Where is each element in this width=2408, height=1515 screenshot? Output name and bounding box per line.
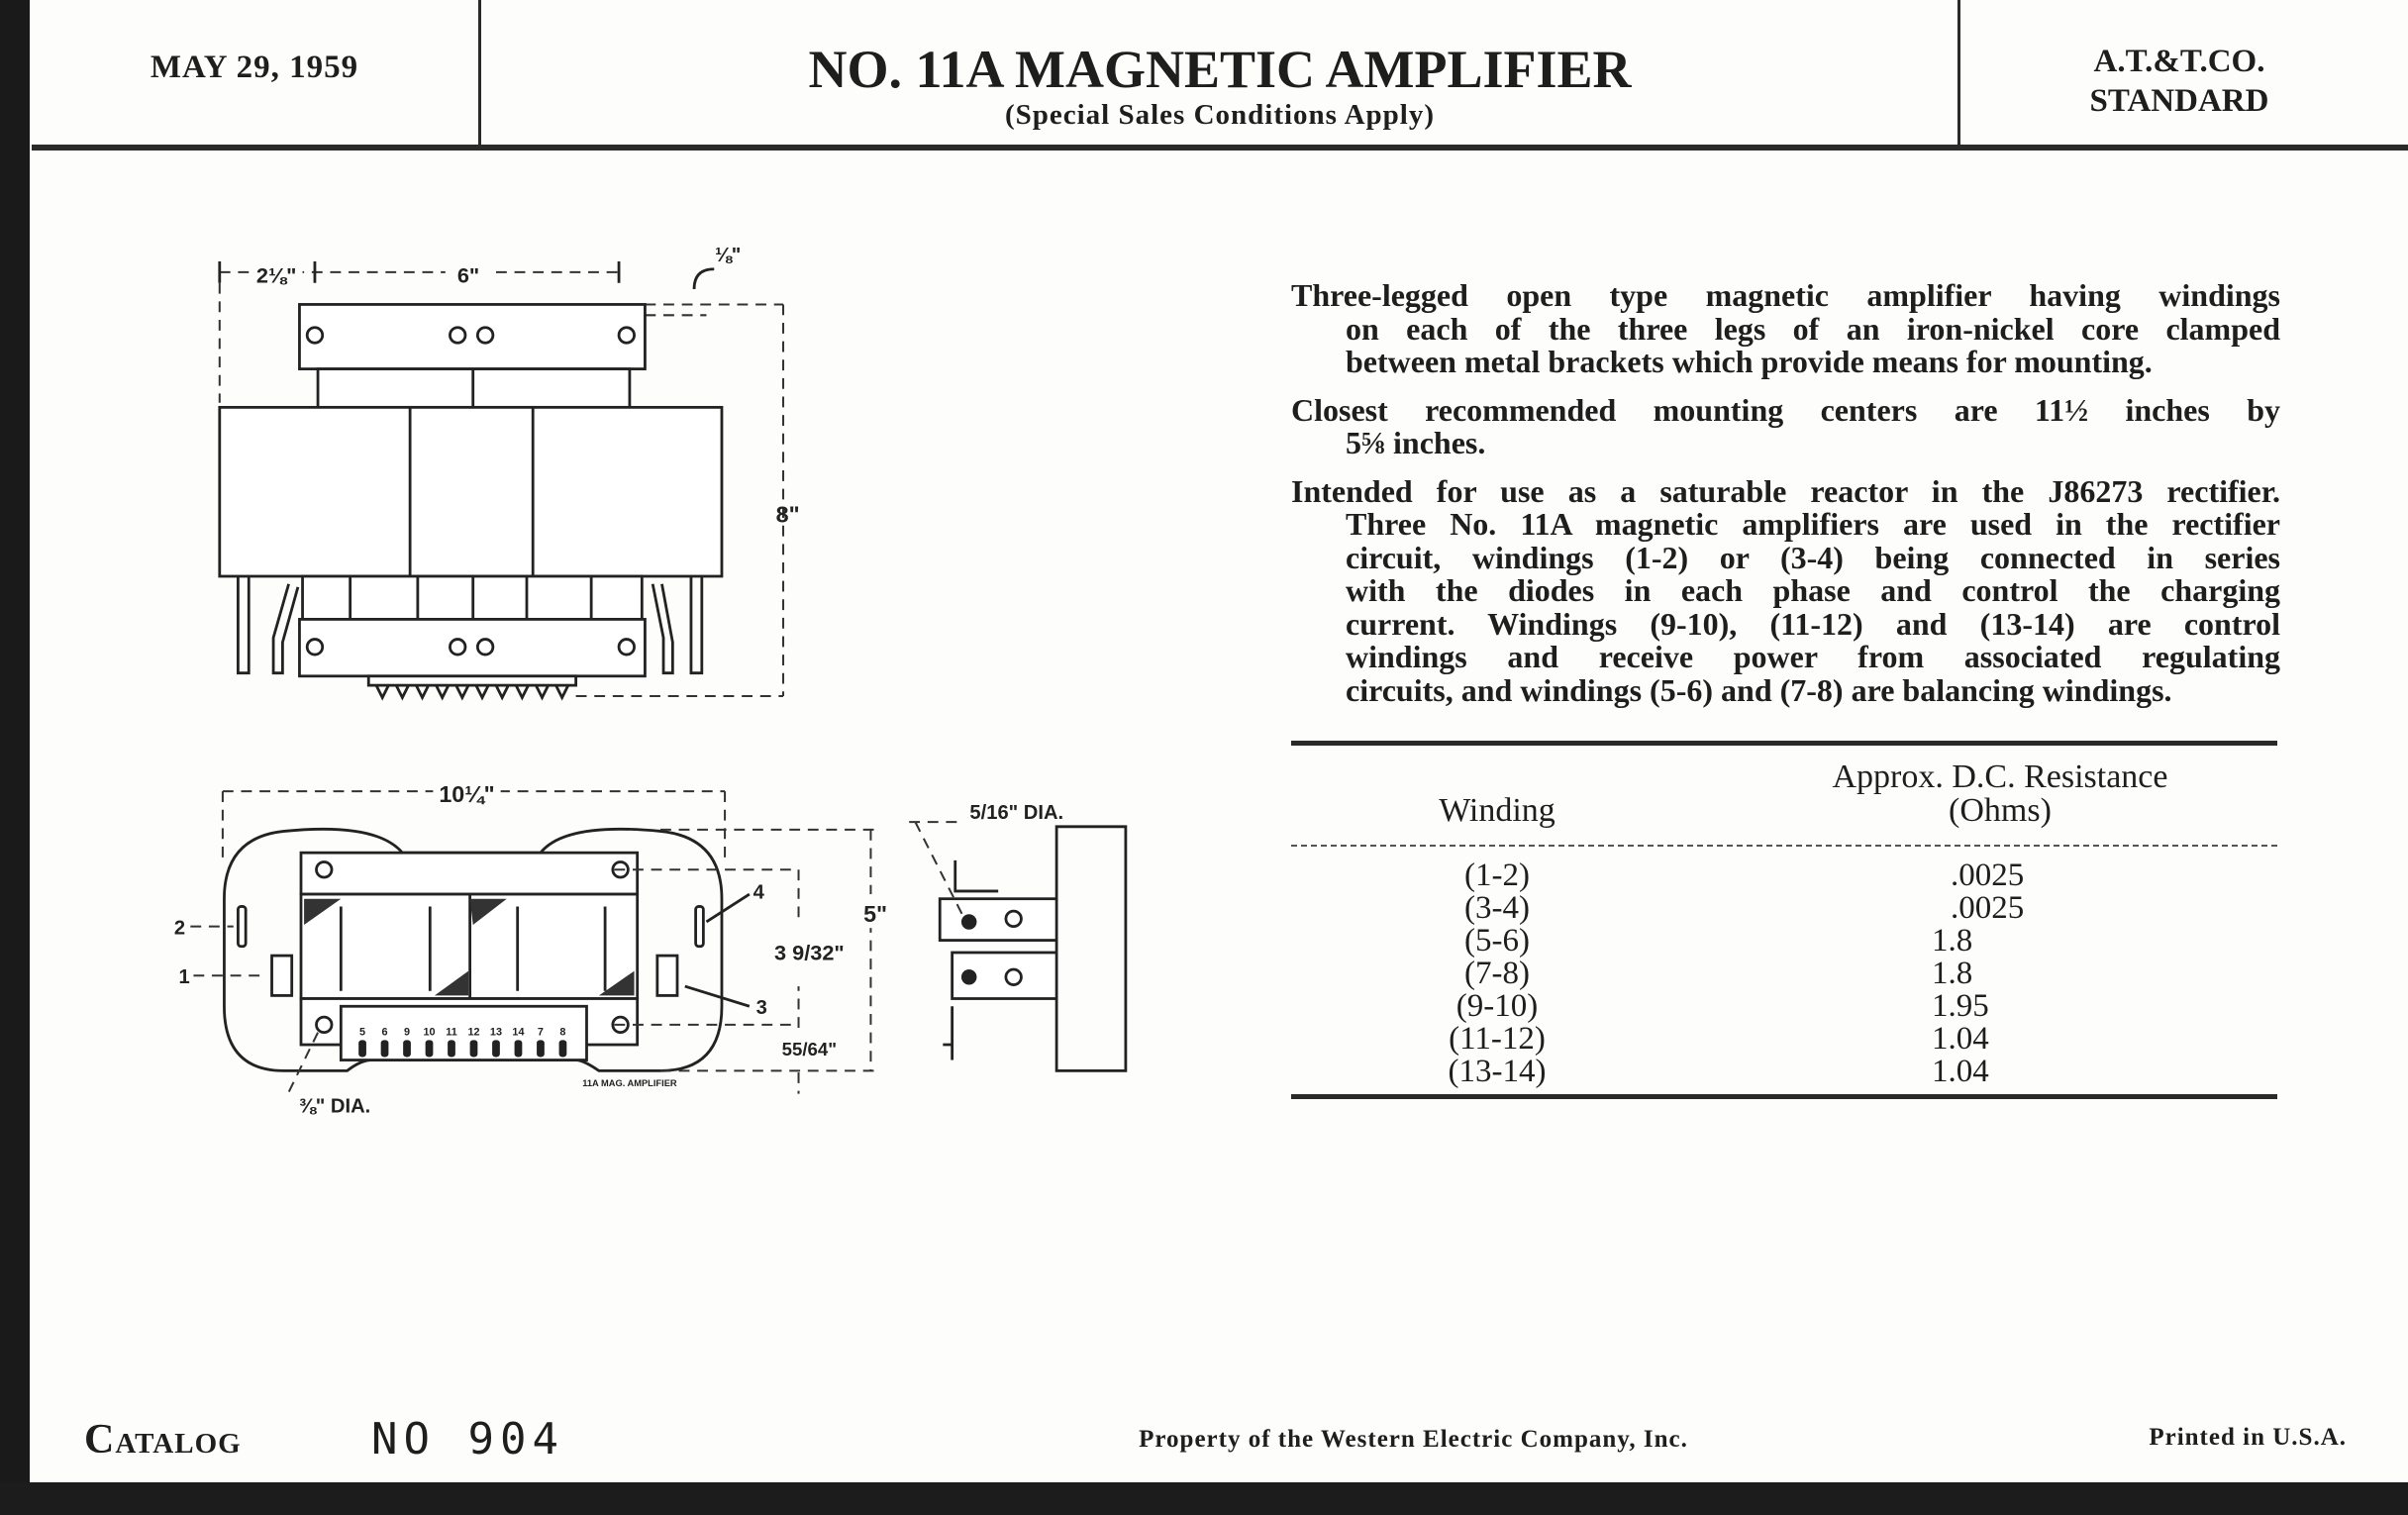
resistance-cell: 1.04 <box>1932 1054 1989 1089</box>
description-line: Three No. 11A magnetic amplifiers are used in the rectifier <box>1346 506 2280 542</box>
resistance-cell: 1.8 <box>1932 956 1973 991</box>
winding-cell: (1-2) <box>1464 858 1530 893</box>
winding-cell: (3-4) <box>1464 890 1530 926</box>
description-line: Three-legged open type magnetic amplifier having windings <box>1291 277 2280 313</box>
column-header-resistance: Approx. D.C. Resistance <box>1832 758 2168 795</box>
mounting-panel <box>1056 827 1126 1071</box>
description-line: circuit, windings (1-2) or (3-4) being connected in series <box>1346 539 2280 575</box>
dim-offset-label: 55/64" <box>781 1038 838 1060</box>
terminal-number: 10 <box>423 1026 436 1039</box>
terminal-lug <box>448 1040 455 1057</box>
standard-label: STANDARD <box>2089 83 2269 119</box>
description-line: between metal brackets which provide means for mounting. <box>1346 344 2153 379</box>
terminal-lug <box>537 1040 545 1057</box>
terminal-number: 6 <box>381 1026 388 1039</box>
resistance-cell: .0025 <box>1951 890 2025 926</box>
side-hole-dia-label: 5/16" DIA. <box>969 802 1064 825</box>
terminal-lug <box>470 1040 478 1057</box>
dim-span-label: 6" <box>456 262 480 288</box>
terminal-strip <box>341 1006 586 1060</box>
dim-top-label: ⅛" <box>714 245 742 267</box>
catalog-number: NO 904 <box>371 1414 564 1464</box>
terminal-number: 11 <box>446 1026 457 1039</box>
terminal-lug <box>381 1040 389 1057</box>
winding-cell: (7-8) <box>1464 956 1530 991</box>
column-header-winding: Winding <box>1439 792 1555 829</box>
dim-left-label: 2⅛" <box>255 262 297 288</box>
terminal-lug <box>358 1040 366 1057</box>
terminal-number: 5 <box>359 1026 366 1039</box>
resistance-cell: 1.95 <box>1932 988 1989 1024</box>
terminal-number: 8 <box>559 1026 566 1039</box>
catalog-label: Catalog <box>84 1417 242 1463</box>
column-header-ohms: (Ohms) <box>1949 792 2052 829</box>
winding-cell: (5-6) <box>1464 923 1530 959</box>
description-line: with the diodes in each phase and control the charging <box>1346 572 2280 608</box>
dim-width-label: 10¼" <box>439 780 495 807</box>
bottom-bracket <box>299 619 645 675</box>
winding-cell: (11-12) <box>1449 1021 1546 1057</box>
terminal-label-1: 1 <box>178 966 190 988</box>
dim-height-label: 8" <box>775 501 800 528</box>
company-name: A.T.&T.CO. <box>2093 44 2265 79</box>
terminal-lug <box>515 1040 523 1057</box>
winding-cell: (13-14) <box>1448 1054 1547 1089</box>
top-bracket <box>299 304 645 368</box>
resistance-cell: .0025 <box>1951 858 2025 893</box>
hole-dia-label: ⅜" DIA. <box>298 1095 371 1118</box>
description-line: Closest recommended mounting centers are 11½ inches by <box>1291 391 2280 428</box>
terminal-label-3: 3 <box>755 997 767 1020</box>
terminal-1 <box>272 956 292 995</box>
description-line: on each of the three legs of an iron-nickel core clamped <box>1346 310 2280 347</box>
terminal-lug <box>492 1040 500 1057</box>
resistance-cell: 1.04 <box>1932 1021 1989 1057</box>
terminal-label-2: 2 <box>173 917 186 940</box>
terminal-number: 13 <box>489 1026 503 1039</box>
description-line: circuits, and windings (5-6) and (7-8) are balancing windings. <box>1346 671 2172 708</box>
terminal-2 <box>238 906 246 946</box>
page-title: NO. 11A MAGNETIC AMPLIFIER <box>808 40 1632 99</box>
terminal-3 <box>657 956 677 995</box>
terminal-number: 9 <box>404 1026 411 1039</box>
dim-depth-label: 5" <box>863 900 888 927</box>
description-line: windings and receive power from associated regulating <box>1346 639 2280 674</box>
terminal-4 <box>696 906 704 946</box>
description-line: 5⅝ inches. <box>1346 425 1486 460</box>
terminal-number: 7 <box>537 1026 544 1039</box>
terminal-lug <box>403 1040 411 1057</box>
description-line: current. Windings (9-10), (11-12) and (13-14) are control <box>1346 605 2280 642</box>
terminal-lug <box>559 1040 567 1057</box>
terminal-number: 14 <box>512 1026 525 1039</box>
description-line: Intended for use as a saturable reactor in the J86273 rectifier. <box>1291 472 2280 509</box>
printed-in: Printed in U.S.A. <box>2149 1424 2347 1451</box>
terminal-lug <box>426 1040 434 1057</box>
issue-date: MAY 29, 1959 <box>150 50 359 85</box>
terminal-number: 12 <box>467 1026 480 1039</box>
side-view-drawing <box>909 802 1126 1070</box>
page-subtitle: (Special Sales Conditions Apply) <box>1004 99 1436 131</box>
bottom-view-drawing <box>174 768 888 1117</box>
property-notice: Property of the Western Electric Company, Inc. <box>1139 1426 1688 1453</box>
terminal-label-4: 4 <box>752 881 764 904</box>
resistance-cell: 1.8 <box>1932 923 1973 959</box>
top-view-drawing <box>220 245 800 697</box>
coil-assembly <box>220 407 722 576</box>
winding-cell: (9-10) <box>1455 988 1539 1024</box>
dim-mount-label: 3 9/32" <box>774 940 845 965</box>
nameplate-label: 11A MAG. AMPLIFIER <box>582 1077 677 1088</box>
